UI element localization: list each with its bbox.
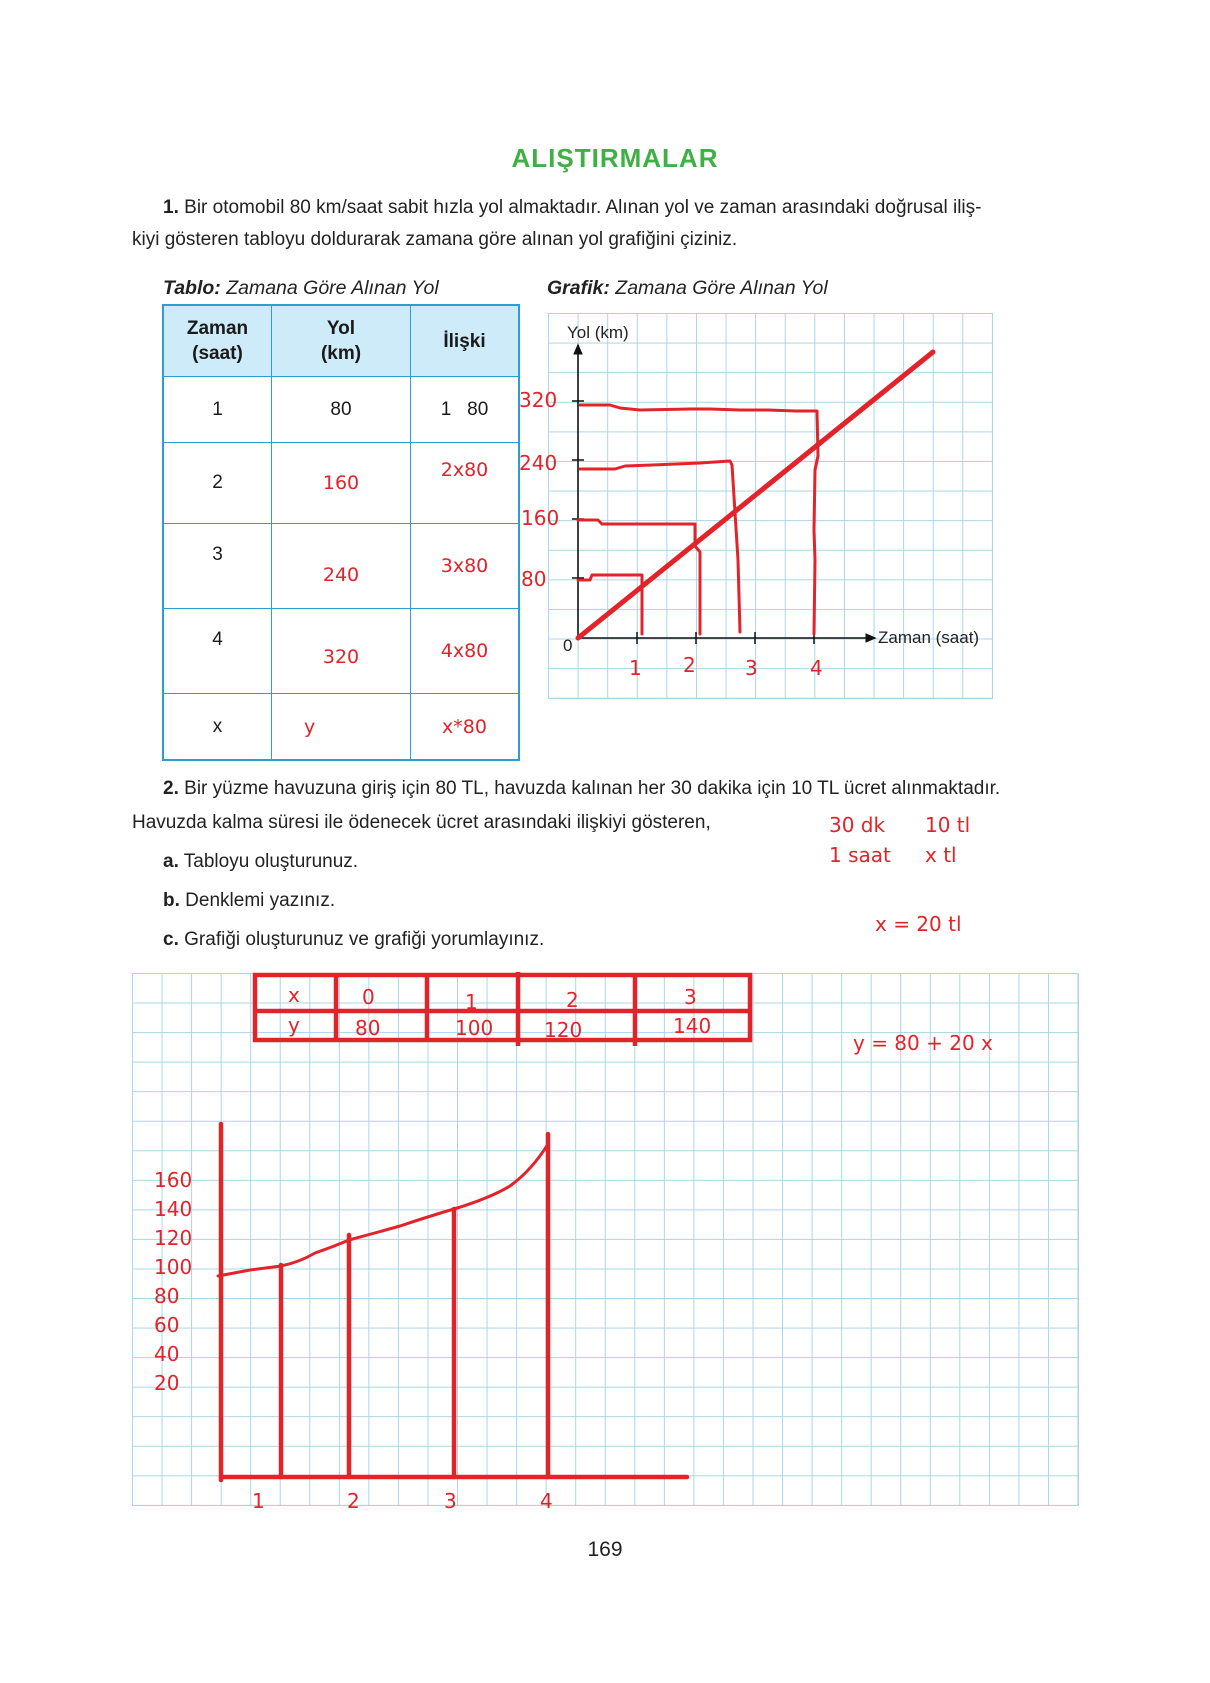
x-tick-1: 1 — [252, 1489, 265, 1513]
table2-x-label: x — [288, 983, 300, 1007]
exercise-2-number: 2. — [163, 778, 179, 799]
y-tick-80: 80 — [521, 567, 547, 591]
y-tick-240: 240 — [519, 451, 558, 475]
x-axis-label: Zaman (saat) — [878, 628, 980, 647]
y-tick-60: 60 — [154, 1313, 180, 1337]
x-tick-2: 2 — [683, 653, 696, 677]
header-zaman: Zaman (saat) — [163, 305, 272, 377]
cell-zaman: 3 — [163, 524, 272, 609]
cell-yol-handwritten: y — [272, 694, 411, 761]
table2-y-2: 120 — [544, 1018, 583, 1042]
y-tick-100: 100 — [154, 1255, 193, 1279]
y-axis-label: Yol (km) — [567, 323, 629, 342]
y-tick-80: 80 — [154, 1284, 180, 1308]
equation: y = 80 + 20 x — [853, 1031, 993, 1055]
cell-yol-handwritten: 240 — [272, 524, 411, 609]
x-tick-3: 3 — [745, 656, 758, 680]
y-tick-120: 120 — [154, 1226, 193, 1250]
cell-iliski-handwritten: 4x80 — [411, 609, 520, 694]
table2-x-0: 0 — [362, 985, 375, 1009]
x-tick-2: 2 — [347, 1489, 360, 1513]
y-tick-40: 40 — [154, 1342, 180, 1366]
cell-zaman: x — [163, 694, 272, 761]
y-tick-160: 160 — [154, 1168, 193, 1192]
table2-x-1: 1 — [465, 990, 478, 1014]
note-1saat: 1 saat — [829, 843, 891, 867]
header-yol: Yol (km) — [272, 305, 411, 377]
table2-y-0: 80 — [355, 1016, 381, 1040]
exercise-2-item-c: c. Grafiği oluşturunuz ve grafiği yorumlayınız. — [163, 929, 545, 950]
exercise-2-item-b: b. Denklemi yazınız. — [163, 890, 336, 911]
exercise-1-line2: kiyi gösteren tabloyu doldurarak zamana göre alınan yol grafiğini çiziniz. — [132, 229, 738, 250]
note-30dk: 30 dk — [829, 813, 886, 837]
x-tick-3: 3 — [444, 1489, 457, 1513]
page-title: ALIŞTIRMALAR — [511, 143, 719, 173]
cell-iliski: 1 80 — [411, 377, 520, 443]
cell-yol-handwritten: 320 — [272, 609, 411, 694]
exercise-2-line2: Havuzda kalma süresi ile ödenecek ücret arasındaki ilişkiyi gösteren, — [132, 812, 711, 833]
cell-iliski-handwritten: x*80 — [411, 694, 520, 761]
cell-zaman: 2 — [163, 443, 272, 524]
exercise-1-number: 1. — [163, 197, 179, 218]
y-tick-140: 140 — [154, 1197, 193, 1221]
y-tick-320: 320 — [519, 388, 558, 412]
cell-yol: 80 — [272, 377, 411, 443]
page-number: 169 — [587, 1538, 623, 1561]
cell-zaman: 4 — [163, 609, 272, 694]
table2-x-3: 3 — [684, 985, 697, 1009]
y-tick-20: 20 — [154, 1371, 180, 1395]
y-tick-160: 160 — [521, 506, 560, 530]
note-10tl: 10 tl — [925, 813, 971, 837]
cell-zaman: 1 — [163, 377, 272, 443]
graph-caption: Grafik: Zamana Göre Alınan Yol — [547, 277, 828, 299]
cell-yol-handwritten: 160 — [272, 443, 411, 524]
table2-y-1: 100 — [455, 1016, 494, 1040]
exercise-2-item-a: a. Tabloyu oluşturunuz. — [163, 851, 359, 872]
origin-label: 0 — [563, 636, 573, 655]
fee-curve — [218, 1144, 548, 1276]
x-tick-1: 1 — [629, 656, 642, 680]
cell-iliski-handwritten: 3x80 — [411, 524, 520, 609]
exercise-2-line1: 2. Bir yüzme havuzuna giriş için 80 TL, havuzda kalınan her 30 dakika için 10 TL ücret alınmaktadır. — [163, 778, 1001, 799]
table-caption: Tablo: Zamana Göre Alınan Yol — [163, 277, 439, 299]
note-xtl: x tl — [925, 843, 957, 867]
cell-iliski-handwritten: 2x80 — [411, 443, 520, 524]
table2-x-2: 2 — [566, 988, 579, 1012]
table2-y-3: 140 — [673, 1014, 712, 1038]
x-tick-4: 4 — [810, 656, 823, 680]
exercise-1-line1: 1. Bir otomobil 80 km/saat sabit hızla yol almaktadır. Alınan yol ve zaman arasındaki doğrusal iliş- — [163, 197, 982, 218]
table2-y-label: y — [288, 1013, 300, 1037]
header-iliski: İlişki — [411, 305, 520, 377]
note-result: x = 20 tl — [875, 912, 962, 936]
x-tick-4: 4 — [540, 1489, 553, 1513]
